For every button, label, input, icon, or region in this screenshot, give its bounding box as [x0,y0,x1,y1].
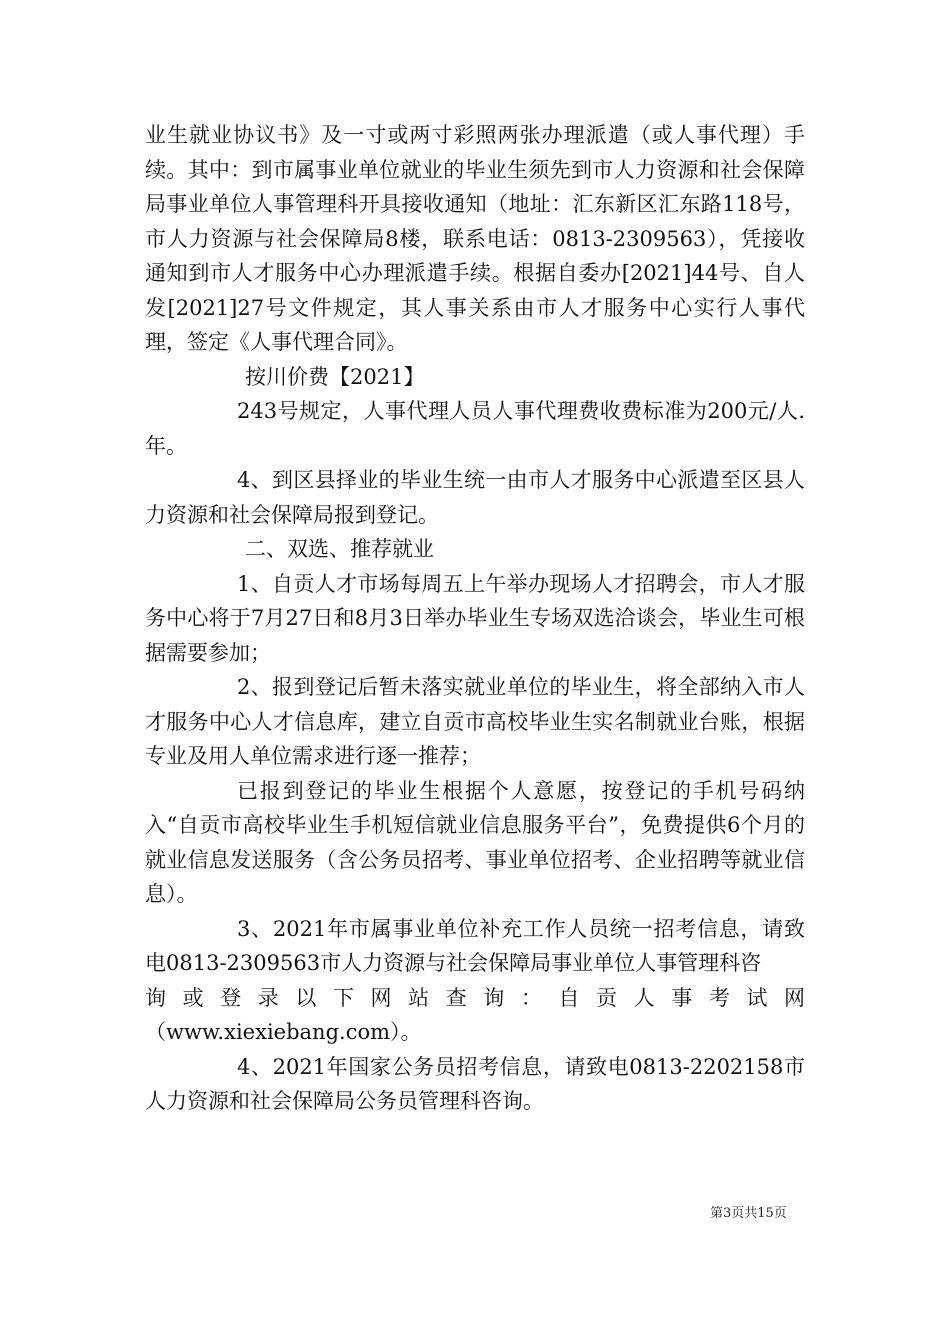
paragraph-job-fair: 1、自贡人才市场每周五上午举办现场人才招聘会，市人才服务中心将于7月27日和8月3日举办毕业生专场双选洽谈会，毕业生可根据需要参加； [145,571,805,665]
paragraph-exam-website-url: （www.xiexiebang.com）。 [145,1020,422,1044]
paragraph-talent-database: 2、报到登记后暂未落实就业单位的毕业生，将全部纳入市人才服务中心人才信息库，建立自贡市高校毕业生实名制就业台账，根据专业及用人单位需求进行逐一推荐； [145,675,805,768]
paragraph-county-employment: 4、到区县择业的毕业生统一由市人才服务中心派遣至区县人力资源和社会保障局报到登记。 [145,468,805,527]
paragraph-sms-platform: 已报到登记的毕业生根据个人意愿，按登记的手机号码纳入“自贡市高校毕业生手机短信就业信息服务平台”，免费提供6个月的就业信息发送服务（含公务员招考、事业单位招考、企业招聘等就业信息）。 [145,778,805,906]
paragraph-fee-standard: 243号规定，人事代理人员人事代理费收费标准为200元/人.年。 [145,399,805,458]
document-body [145,118,805,1119]
paragraph-exam-website-line: 询或登录以下网站查询：自贡人事考试网 [145,985,805,1010]
page-number: 第3页共15页 [710,1206,787,1221]
paragraph-public-institution-exam: 3、2021年市属事业单位补充工作人员统一招考信息，请致电0813-2309563市人力资源与社会保障局事业单位人事管理科咨 [145,916,805,975]
section-heading-dual-selection: 二、双选、推荐就业 [245,537,434,561]
paragraph-dispatch-procedure: 业生就业协议书》及一寸或两寸彩照两张办理派遣（或人事代理）手续。其中：到市属事业单位就业的毕业生须先到市人力资源和社会保障局事业单位人事管理科开具接收通知（地址：汇东新区汇东路118号，市人力资源与社会保障局8楼，联系电话：0813-2309563），凭接收通知到市人才服务中心办理派遣手续。根据自委办[2021]44号、自人发[2021]27号文件规定，其人事关系由市人才服务中心实行人事代理，签定《人事代理合同》。 [145,123,805,354]
paragraph-civil-servant-exam: 4、2021年国家公务员招考信息，请致电0813-2202158市人力资源和社会保障局公务员管理科咨询。 [145,1054,805,1113]
paragraph-price-reference: 按川价费【2021】 [245,364,425,389]
